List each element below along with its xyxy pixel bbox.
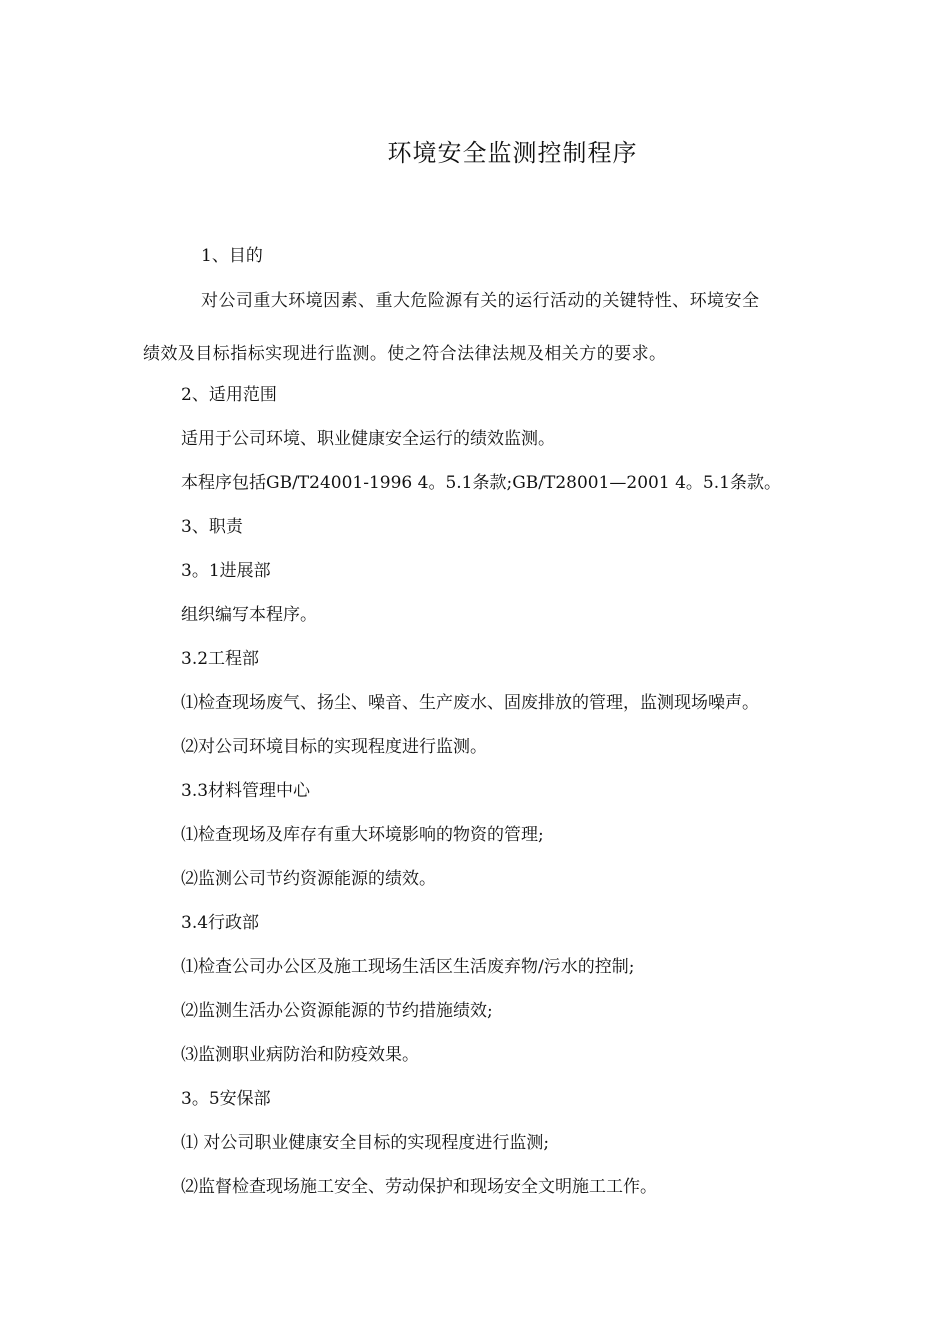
subsection-heading: 3.2工程部 [181, 649, 260, 669]
list-item: ⑴ 对公司职业健康安全目标的实现程度进行监测; [181, 1133, 550, 1153]
section-heading-scope: 2、适用范围 [181, 385, 277, 405]
list-item: ⑴检查现场废气、扬尘、噪音、生产废水、固废排放的管理，监测现场噪声。 [181, 693, 759, 713]
list-item: ⑴检查现场及库存有重大环境影响的物资的管理; [181, 825, 544, 845]
subsection-heading: 3.3材料管理中心 [181, 781, 311, 801]
paragraph-line: 本程序包括GB/T24001-1996 4。5.1条款;GB/T28001—2001 4。5.1条款。 [181, 473, 781, 493]
list-item: ⑵监测生活办公资源能源的节约措施绩效; [181, 1001, 493, 1021]
paragraph-line: 绩效及目标指标实现进行监测。使之符合法律法规及相关方的要求。 [143, 344, 667, 364]
list-item: ⑵监督检查现场施工安全、劳动保护和现场安全文明施工工作。 [181, 1177, 657, 1197]
list-item: ⑶监测职业病防治和防疫效果。 [181, 1045, 419, 1065]
section-heading-purpose: 1、目的 [201, 246, 263, 266]
subsection-heading: 3。5安保部 [181, 1089, 271, 1109]
paragraph-line: 组织编写本程序。 [181, 605, 317, 625]
list-item: ⑵对公司环境目标的实现程度进行监测。 [181, 737, 487, 757]
subsection-heading: 3.4行政部 [181, 913, 260, 933]
list-item: ⑵监测公司节约资源能源的绩效。 [181, 869, 436, 889]
paragraph-line: 对公司重大环境因素、重大危险源有关的运行活动的关键特性、环境安全 [201, 291, 760, 311]
paragraph-line: 适用于公司环境、职业健康安全运行的绩效监测。 [181, 429, 555, 449]
document-title: 环境安全监测控制程序 [387, 139, 638, 167]
subsection-heading: 3。1进展部 [181, 561, 271, 581]
section-heading-responsibilities: 3、职责 [181, 517, 243, 537]
list-item: ⑴检查公司办公区及施工现场生活区生活废弃物/污水的控制; [181, 957, 635, 977]
